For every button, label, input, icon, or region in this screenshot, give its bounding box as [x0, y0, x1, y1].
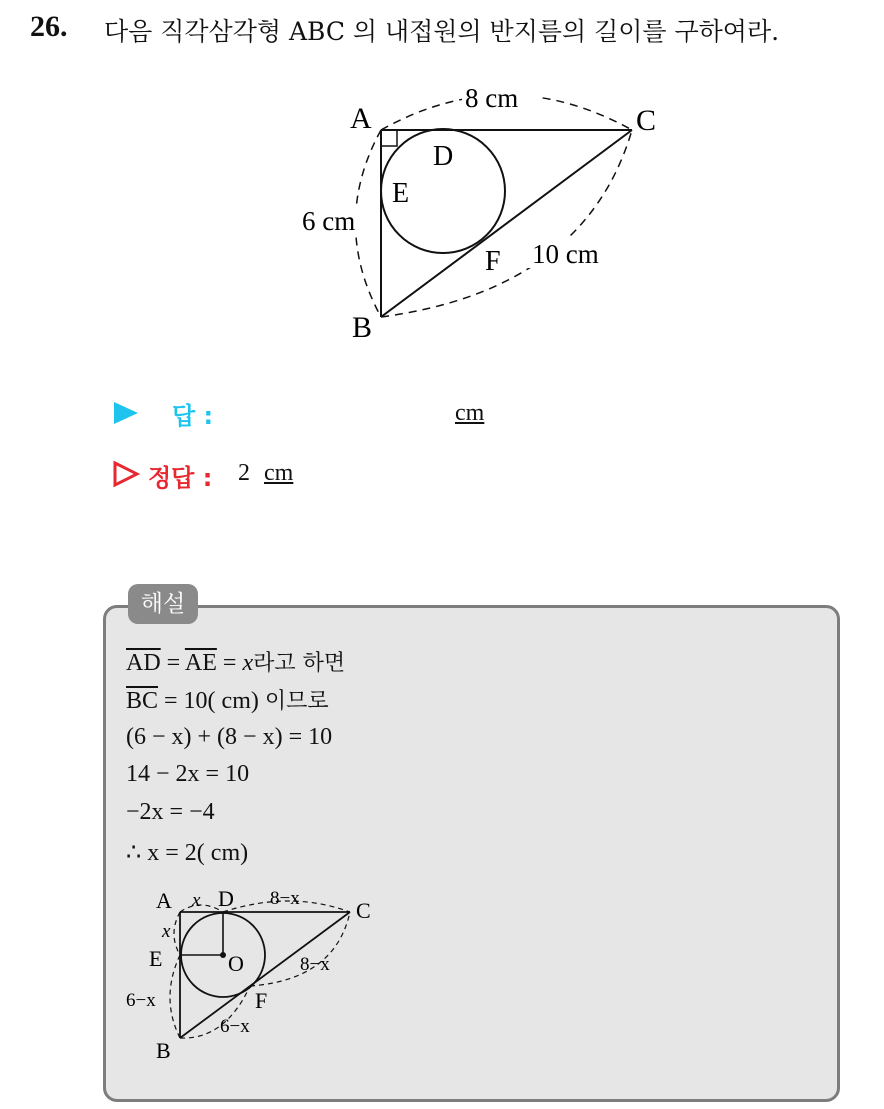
label-ad-length: x: [192, 890, 201, 911]
answer-label: 답 :: [172, 402, 214, 430]
label-d: D: [433, 141, 454, 172]
label-dc-length: 8−x: [270, 888, 300, 909]
explanation-line-2: [126, 684, 329, 715]
question-text: 다음 직각삼각형 ABC 의 내접원의 반지름의 길이를 구하여라.: [104, 17, 780, 46]
explanation-line-5: −2x = −4: [126, 799, 215, 825]
correct-answer-value: [238, 460, 293, 487]
length-ac: 8 cm: [465, 83, 519, 113]
segment-ad: $\overline{AD}$: [126, 650, 161, 676]
correct-value: 2: [238, 460, 250, 486]
label-o: O: [228, 951, 244, 976]
label-f: F: [485, 246, 501, 277]
explanation-line-3: (6 − x) + (8 − x) = 10: [126, 724, 333, 750]
label-b: B: [352, 311, 373, 344]
segment-bc: $\overline{BC}$: [126, 688, 159, 714]
triangle-figure: [0, 0, 884, 360]
label-c: C: [356, 898, 371, 923]
eq-op: =: [160, 650, 185, 676]
solution-figure: [100, 880, 400, 1070]
center-point: [220, 952, 226, 958]
label-bf-length: 6−x: [220, 1016, 250, 1037]
label-ae-length: x: [162, 921, 171, 942]
play-arrow-icon: [112, 400, 140, 426]
label-d: D: [218, 886, 234, 911]
right-angle-mark: [381, 130, 397, 146]
outline-arrow-icon: [112, 460, 140, 488]
question-number: 26.: [30, 10, 68, 43]
explanation-tab: 해설: [128, 584, 198, 624]
explanation-line-6: ∴ x = 2( cm): [126, 840, 249, 866]
explanation-line-1: [126, 646, 345, 677]
length-ab: 6 cm: [302, 206, 356, 236]
eq-op: =: [216, 650, 243, 676]
label-a: A: [156, 888, 172, 913]
label-fc-length: 8−x: [300, 954, 330, 975]
korean-text: 이므로: [264, 689, 329, 714]
eq-rest: = 10( cm): [158, 688, 265, 714]
correct-unit: cm: [264, 460, 294, 486]
label-c: C: [636, 104, 657, 137]
korean-text: 라고 하면: [253, 651, 346, 676]
label-e: E: [149, 946, 163, 971]
variable-x: x: [242, 650, 254, 676]
label-f: F: [255, 988, 268, 1013]
segment-ae: $\overline{AE}$: [184, 650, 217, 676]
side-bc: [381, 130, 632, 317]
label-eb-length: 6−x: [126, 990, 156, 1011]
correct-answer-label: 정답 :: [148, 464, 213, 492]
answer-unit: cm: [455, 400, 485, 426]
label-b: B: [156, 1038, 171, 1063]
length-bc: 10 cm: [532, 239, 599, 269]
label-e: E: [392, 178, 410, 209]
explanation-line-4: 14 − 2x = 10: [126, 761, 250, 787]
label-a: A: [350, 102, 372, 135]
